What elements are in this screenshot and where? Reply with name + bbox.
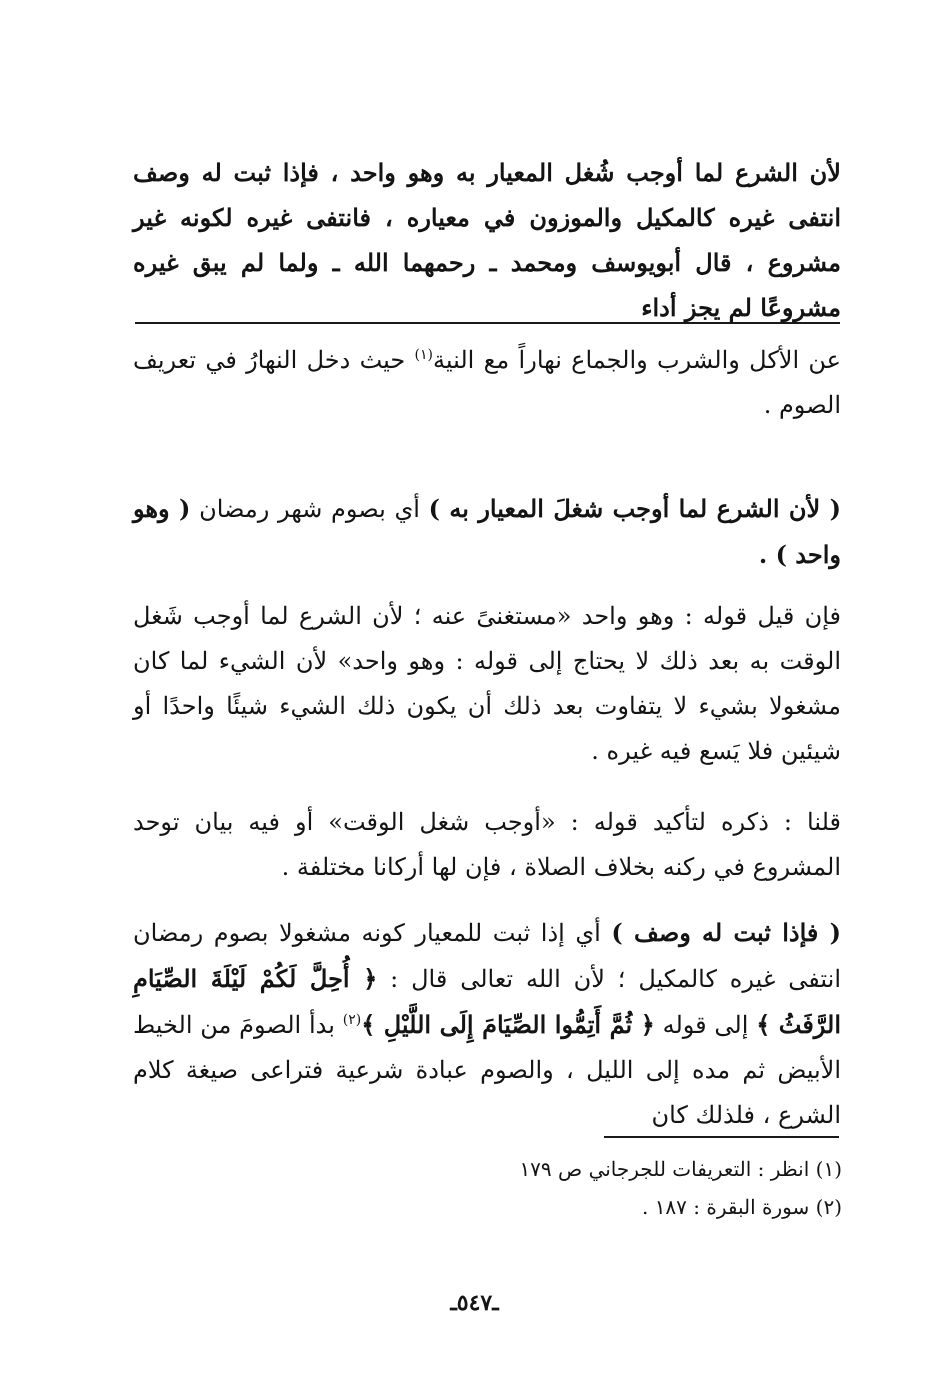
matn-quote: ( لأن الشرع لما أوجب شغلَ المعيار به ) — [428, 494, 841, 523]
commentary-text: أي إذا ثبت للمعيار كونه مشغولا بصوم رمضان انتفى غيره كالمكيل ؛ لأن الله تعالى قال : — [133, 919, 842, 993]
commentary-paragraph-3: فإن قيل قوله : وهو واحد «مستغنىً عنه ؛ لأن الشرع لما أوجب شَغل الوقت به بعد ذلك لا يحتاج إلى قوله : وهو واحد» لأن الشيء لما كان مشغولا بشيء لا يتفاوت بعد ذلك أن يكون ذلك الشيء شيئًا واحدًا أو شيئين فلا يَسع فيه غيره . — [133, 602, 842, 765]
footnote-2: (٢) سورة البقرة : ١٨٧ . — [641, 1195, 842, 1219]
footnote-ref-2[interactable]: (٢) — [342, 1012, 362, 1028]
matn-quote: ( وهو واحد ) . — [133, 494, 841, 569]
footnote-separator-rule — [604, 1136, 839, 1138]
commentary-text: عن الأكل والشرب والجماع نهاراً مع النية — [433, 346, 841, 374]
commentary-paragraph-4: قلنا : ذكره لتأكيد قوله : «أوجب شغل الوقت» أو فيه بيان توحد المشروع في ركنه بخلاف الصلاة ، فإن لها أركانا مختلفة . — [133, 808, 841, 881]
matn-text: لأن الشرع لما أوجب شُغل المعيار به وهو واحد ، فإذا ثبت له وصف انتفى غيره كالمكيل والموزون في معياره ، فانتفى غيره لكونه غير مشروع ، قال أبويوسف ومحمد ـ رحمهما الله ـ ولما لم يبق غيره مشروعًا لم يجز أداء — [133, 158, 841, 322]
commentary-text: بدأ الصومَ من الخيط الأبيض ثم مده إلى الليل ، والصوم عبادة شرعية فتراعى صيغة كلام الشرع ، فلذلك كان — [133, 1011, 841, 1129]
page-number: ـ٥٤٧ـ — [450, 1290, 499, 1316]
quran-verse: ﴿ ثُمَّ أَتِمُّوا الصِّيَامَ إِلَى اللَّيْلِ ﴾ — [361, 1010, 655, 1039]
footnote-1: (١) انظر : التعريفات للجرجاني ص ١٧٩ — [519, 1157, 842, 1181]
commentary-text: أي بصوم شهر رمضان — [190, 495, 429, 523]
quran-verse: ﴿ أُحِلَّ لَكُمْ لَيْلَةَ الصِّيَامِ الرَّفَثُ ﴾ — [133, 964, 842, 1039]
matn-separator-rule — [135, 322, 840, 324]
commentary-paragraph-5 — [133, 910, 841, 1138]
footnotes-list — [400, 1150, 842, 1226]
commentary-text: إلى قوله — [654, 1011, 757, 1039]
footnote-ref-1[interactable]: (١) — [414, 347, 433, 363]
commentary-paragraph-1 — [133, 338, 841, 428]
matn-quote: ( فإذا ثبت له وصف ) — [611, 918, 841, 947]
commentary-paragraph-2 — [133, 486, 841, 578]
commentary-text: حيث دخل النهارُ في تعريف الصوم . — [133, 346, 841, 419]
